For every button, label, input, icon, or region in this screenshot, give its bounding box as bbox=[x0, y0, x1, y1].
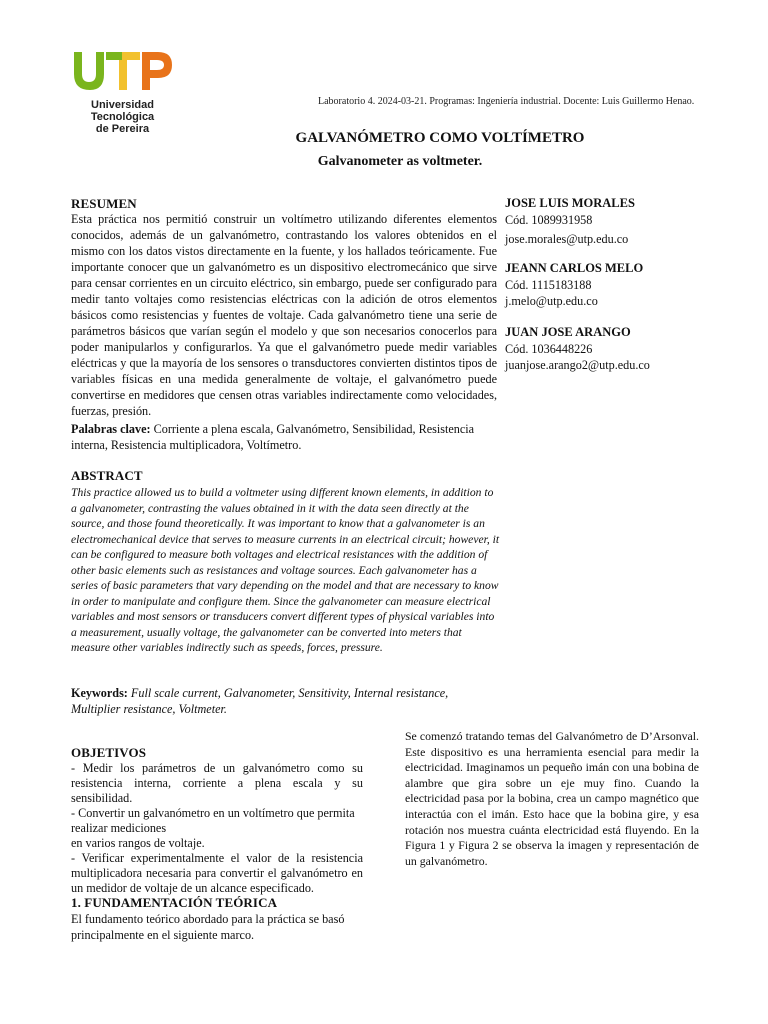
author-email[interactable]: jose.morales@utp.edu.co bbox=[505, 232, 629, 246]
author-code: Cód. 1115183188 bbox=[505, 278, 592, 292]
author-code: Cód. 1036448226 bbox=[505, 342, 593, 356]
resumen-heading: RESUMEN bbox=[71, 196, 137, 211]
lab-header-info: Laboratorio 4. 2024-03-21. Programas: Ingeniería industrial. Docente: Luis Guillermo Henao. bbox=[318, 96, 695, 107]
fundamentacion-heading: 1. FUNDAMENTACIÓN TEÓRICA bbox=[71, 895, 278, 910]
abstract-text: This practice allowed us to build a voltmeter using different known elements, in addition to a galvanometer, contrasting the values obtained in it with the data seen directly at the source, and those found theoretically. It was important to know that a galvanometer is an electromechanical device that serves to measure currents in an electrical circuit; however, it can be configured to measure both voltages and electrical resistances with the addition of other basic elements such as resistances and voltage sources. Each galvanometer has a series of basic parameters that vary depending on the model and that are necessary to know in order to manipulate and configure them. Since the galvanometer can measure electrical variables and most sensors or transducers convert different types of physical variables into a measurement, usually voltage, the galvanometer can be converted into meters that measure other variables indirectly such as speeds, forces, pressure. bbox=[71, 486, 500, 654]
objetivos-list bbox=[71, 761, 363, 896]
objetivos-heading: OBJETIVOS bbox=[71, 745, 147, 760]
author-block-1 bbox=[505, 196, 705, 247]
objetivo-item: - Verificar experimentalmente el valor de la resistencia multiplicadora necesaria para convertir el galvanómetro en un medidor de voltaje de un alcance especificado. bbox=[71, 851, 363, 895]
keywords-text: Full scale current, Galvanometer, Sensitivity, Internal resistance, Multiplier resistance, Voltmeter. bbox=[71, 686, 449, 716]
document-title: GALVANÓMETRO COMO VOLTÍMETRO bbox=[295, 130, 585, 146]
university-name-line2: de Pereira bbox=[95, 123, 150, 135]
objetivo-item: - Medir los parámetros de un galvanómetro como su resistencia interna, corriente a plena escala y su sensibilidad. bbox=[71, 761, 363, 805]
author-email[interactable]: j.melo@utp.edu.co bbox=[505, 294, 598, 308]
keywords-label: Keywords: bbox=[71, 686, 128, 700]
abstract-heading: ABSTRACT bbox=[71, 468, 143, 483]
author-code: Cód. 1089931958 bbox=[505, 213, 593, 227]
author-email[interactable]: juanjose.arango2@utp.edu.co bbox=[505, 358, 650, 372]
author-block-3 bbox=[505, 325, 725, 373]
author-name: JEANN CARLOS MELO bbox=[505, 261, 644, 275]
palabras-clave-label: Palabras clave: bbox=[71, 422, 151, 436]
author-name: JUAN JOSE ARANGO bbox=[505, 325, 631, 339]
university-name-line1: Universidad Tecnológica bbox=[90, 99, 155, 123]
palabras-clave-text: Corriente a plena escala, Galvanómetro, Sensibilidad, Resistencia interna, Resistencia multiplicadora, Voltímetro. bbox=[71, 422, 475, 452]
objetivo-item: en varios rangos de voltaje. bbox=[71, 836, 205, 850]
palabras-clave bbox=[71, 421, 491, 453]
objetivo-item: - Convertir un galvanómetro en un voltímetro que permita realizar mediciones bbox=[71, 806, 355, 835]
document-subtitle: Galvanometer as voltmeter. bbox=[317, 154, 483, 169]
author-block-2 bbox=[505, 261, 705, 309]
resumen-text: Esta práctica nos permitió construir un voltímetro utilizando diferentes elementos conocidos, además de un galvanómetro, contrastando los valores obtenidos en el mismo con los datos vistos directamente en la fuente, y los hallados teóricamente. Fue importante conocer que un galvanómetro es un dispositivo electromecánico que sirve para censar corrientes en un circuito eléctrico, sin embargo, puede ser configurado para medir tanto voltajes como resistencias eléctricas con la adición de otros elementos básicos como resistencias y fuentes de voltaje. Cada galvanómetro tiene una serie de parámetros básicos que varían según el modelo y que son necesarios conocerlos para poder manipularlos y configurarlos. Ya que el galvanómetro puede medir variables eléctricas y que la mayoría de los sensores o transductores convierten distintos tipos de variables físicas en una medida generalmente de voltaje, el galvanómetro puede convertirse en medidores que censen otras variables indirectamente como velocidades, fuerzas, presión. bbox=[71, 212, 497, 418]
utp-logo bbox=[70, 44, 175, 135]
keywords bbox=[71, 685, 491, 717]
right-column-text: Se comenzó tratando temas del Galvanómetro de D’Arsonval. Este dispositivo es una herramienta esencial para medir la electricidad. Imaginamos un pequeño imán con una bobina de alambre que gira sobre un eje muy fino. Cuando la electricidad pasa por la bobina, crea un campo magnético que interactúa con el imán. Esto hace que la bobina gire, y esa rotación nos muestra cuánta electricidad está fluyendo. En la Figura 1 y Figura 2 se observa la imagen y representación de un galvanómetro. bbox=[405, 729, 699, 868]
author-name: JOSE LUIS MORALES bbox=[505, 196, 635, 210]
fundamentacion-text: El fundamento teórico abordado para la práctica se basó principalmente en el siguiente marco. bbox=[71, 912, 345, 942]
utp-logo-mark bbox=[70, 44, 175, 94]
